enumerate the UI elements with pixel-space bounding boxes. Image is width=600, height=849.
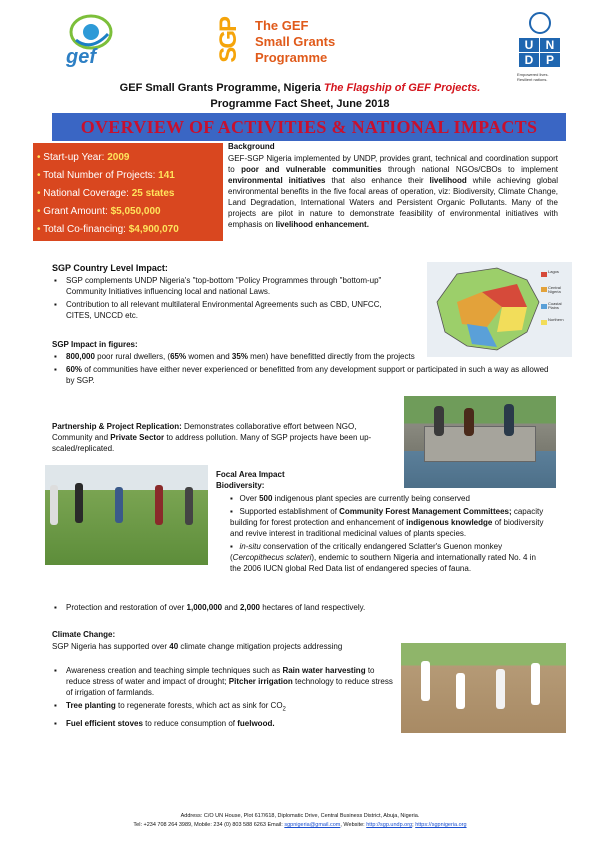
list-item: ▪ in-situ conservation of the critically endangered Sclatter's Guenon monkey (Cercopithecus sclateri), endemic to southern Nigeria and internationally rated No. 4 in the 2006 IUCN global Red Data list of endangered species of fauna. (230, 542, 536, 573)
photo-community-field (45, 465, 208, 565)
banner-title: OVERVIEW OF ACTIVITIES & NATIONAL IMPACTS (80, 117, 538, 137)
undp-tagline: Empowered lives. Resilient nations. (517, 72, 549, 82)
climate-intro: SGP Nigeria has supported over 40 climate change mitigation projects addressing (52, 642, 343, 651)
header-title (0, 82, 600, 94)
fact-row: • Grant Amount: $5,050,000 (37, 206, 161, 217)
list-item: ▪ Tree planting to regenerate forests, which act as sink for $CO_2$ (52, 700, 397, 716)
sgp-line1: The GEF (255, 18, 309, 33)
climate-list (52, 665, 397, 729)
map-legend: Lagos Central Nigeria Coastal Plains Northern (548, 269, 564, 322)
list-item: ▪ SGP complements UNDP Nigeria's "top-bottom "Policy Programmes through "bottom-up" Community Initiatives influencing local and national Laws. (52, 275, 382, 297)
photo-tree-planting (401, 643, 566, 733)
gef-logo (58, 12, 120, 70)
focal-subheading: Biodiversity: (216, 481, 265, 490)
figures-heading: SGP Impact in figures: (52, 340, 138, 349)
photo-water-tank (404, 396, 556, 488)
list-item: ▪ 60% of communities have either never experienced or benefitted from any development support or participated in such a way as allowed by SGP. (52, 364, 552, 386)
sgp-line2: Small Grants (255, 34, 336, 49)
list-item: ▪ Fuel efficient stoves to reduce consumption of fuelwood. (52, 718, 397, 729)
header-title-flagship: The Flagship of GEF Projects. (323, 82, 481, 94)
fact-row: • National Coverage: 25 states (37, 188, 175, 199)
footer-address: Address: C/O UN House, Plot 617/618, Diplomatic Drive, Central Business District, Abuja, Nigeria. (180, 813, 420, 819)
list-item: ▪ Over 500 indigenous plant species are currently being conserved (230, 494, 470, 503)
fact-row: • Start-up Year: 2009 (37, 152, 130, 163)
undp-logo (517, 10, 565, 86)
climate-heading: Climate Change: (52, 630, 116, 639)
facts-box (33, 143, 223, 241)
gef-logo-text: gef (66, 46, 96, 68)
header-title-main: GEF Small Grants Programme, Nigeria (119, 82, 321, 94)
list-item: ▪ Awareness creation and teaching simple techniques such as Rain water harvesting to reduce stress of water and impact of drought; Pitcher irrigation technology to reduce stress of irrigation of farmlands. (52, 665, 397, 698)
country-list (52, 275, 382, 321)
list-item: ▪ Contribution to all relevant multilateral Environmental Agreements such as CBD, UNFCC, CITES, UNCCD etc. (52, 299, 382, 321)
footer-website-link-2[interactable]: https://sgpnigeria.org (415, 822, 467, 828)
sgp-logo (215, 14, 355, 74)
undp-letter-u: U (519, 38, 539, 52)
focal-heading: Focal Area Impact (216, 470, 285, 479)
undp-letter-d: D (519, 53, 539, 67)
background-heading: Background (228, 142, 275, 151)
country-heading: SGP Country Level Impact: (52, 263, 168, 273)
focal-list-wide (52, 602, 552, 613)
sgp-line3: Programme (255, 50, 328, 65)
footer-website-link[interactable]: http://sgp.undp.org (366, 822, 413, 828)
background-text: GEF-SGP Nigeria implemented by UNDP, provides grant, technical and coordination support to poor and vulnerable communities through national NGOs/CBOs to implement environmental initiatives that also enhance their livelihood while achieving global environmental benefits in the five focal areas of operation, viz: Biodiversity, Climate Change, Land Degradation, International Waters and Persistent Organic Pollutants. Many of the projects are pilot in nature to demonstrate feasibility of environmental initiatives with emphasis on livelihood enhancement. (228, 154, 558, 229)
list-item: ▪ Protection and restoration of over 1,000,000 and 2,000 hectares of land respectively. (52, 602, 552, 613)
nigeria-map (427, 262, 572, 357)
header-subtitle: Programme Fact Sheet, June 2018 (210, 98, 390, 110)
undp-letter-n: N (540, 38, 560, 52)
fact-row: • Total Co-financing: $4,900,070 (37, 224, 179, 235)
un-emblem-icon (529, 12, 551, 34)
list-item: ▪ Supported establishment of Community Forest Management Committees; capacity building for forest protection and enhancement of indigenous knowledge of biodiversity and revive interest in traditional medicinal values of plants species. (230, 507, 544, 538)
focal-list (216, 493, 546, 574)
list-item: ▪ 800,000 poor rural dwellers, (65% women and 35% men) have benefitted directly from the projects (52, 351, 416, 362)
sgp-logo-mark: SGP (215, 18, 242, 63)
fact-row: • Total Number of Projects: 141 (37, 170, 175, 181)
figures-list (52, 351, 552, 386)
banner (52, 113, 566, 141)
partnership-text: Partnership & Project Replication: Demonstrates collaborative effort between NGO, Community and Private Sector to address pollution. Many of SGP projects have been up-scaled/replicated. (52, 422, 372, 453)
footer-contact: Tel: +234 708 264 3989, Mobile: 234 (0) 803 588 6263 Email: sgpnigeria@gmail.com, Website: http://sgp.undp.org; https://sgpnigeria.org (133, 822, 467, 828)
undp-letter-p: P (540, 53, 560, 67)
footer-email-link[interactable]: sgpnigeria@gmail.com (284, 822, 341, 828)
